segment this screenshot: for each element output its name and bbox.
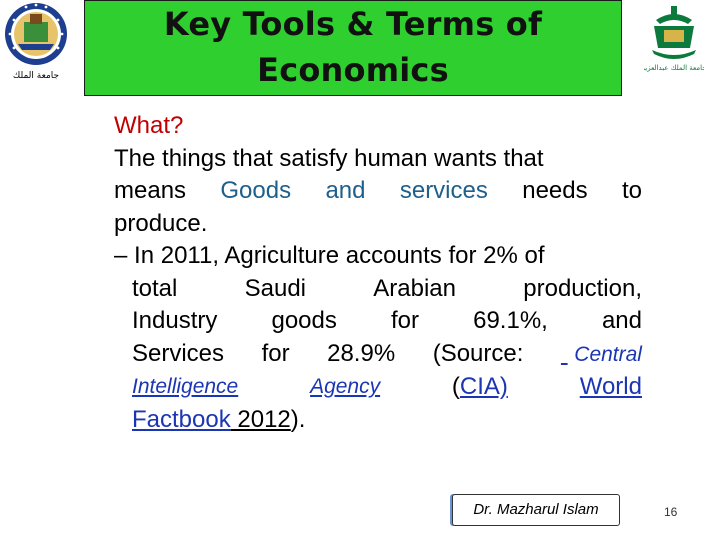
bullet-word: Saudi xyxy=(244,274,307,302)
bullet-word: 28.9% xyxy=(327,339,396,367)
link-gap xyxy=(561,340,568,367)
slide-body xyxy=(114,110,642,436)
word-to: to xyxy=(621,177,642,204)
link-central[interactable]: Central xyxy=(574,342,642,366)
link-intelligence[interactable]: Intelligence xyxy=(132,375,239,398)
bullet-word: production, xyxy=(523,274,642,302)
factbook-year: 2012 xyxy=(230,405,291,433)
bullet-word: and xyxy=(601,307,642,334)
author-label: Dr. Mazharul Islam xyxy=(452,494,620,526)
bullet-word: Arabian xyxy=(373,274,456,302)
bullet-word: 69.1%, xyxy=(473,307,548,334)
bullet-text-1: In 2011, Agriculture accounts for 2% of xyxy=(134,242,545,269)
title-banner xyxy=(84,0,622,96)
word-goods: Goods xyxy=(220,177,292,204)
word-means: means xyxy=(114,177,187,204)
paren-open: ( xyxy=(451,373,460,400)
word-and: and xyxy=(325,177,366,204)
bullet-line-2 xyxy=(114,273,642,306)
bullet-line-6 xyxy=(114,404,642,437)
section-heading: What? xyxy=(114,112,184,139)
paragraph-line-2 xyxy=(114,175,642,208)
bullet-dash: – xyxy=(114,242,128,269)
left-logo-caption: جامعة الملك xyxy=(12,71,60,81)
bullet-line-4 xyxy=(114,338,642,372)
bullet-word: goods xyxy=(271,307,337,334)
closing-punct: ). xyxy=(290,405,306,433)
bullet-word: Services xyxy=(132,339,225,367)
bullet-word: Industry xyxy=(132,307,218,334)
university-logo-left xyxy=(0,0,72,82)
bullet-word: for xyxy=(390,307,419,334)
paragraph-line-3: produce. xyxy=(114,209,208,237)
link-cia[interactable]: CIA) xyxy=(459,373,508,400)
paragraph-line-1: The things that satisfy human wants that xyxy=(114,144,544,172)
link-factbook[interactable]: Factbook xyxy=(132,405,231,433)
right-logo-caption: جامعة الملك عبدالعزيز xyxy=(644,64,704,72)
slide-number: 16 xyxy=(664,505,678,519)
title-line-2: Economics xyxy=(257,51,449,89)
bullet-line-5 xyxy=(114,371,642,404)
link-world[interactable]: World xyxy=(579,373,642,400)
link-agency[interactable]: Agency xyxy=(310,375,381,398)
university-logo-right xyxy=(644,4,704,74)
bullet-line-1 xyxy=(114,240,642,273)
word-needs: needs xyxy=(522,177,588,204)
title-line-1: Key Tools & Terms of xyxy=(163,5,543,43)
word-services: services xyxy=(399,177,488,204)
source-label: (Source: xyxy=(432,339,524,367)
bullet-line-3 xyxy=(114,305,642,338)
bullet-word: total xyxy=(132,274,178,302)
bullet-word: for xyxy=(261,339,290,367)
